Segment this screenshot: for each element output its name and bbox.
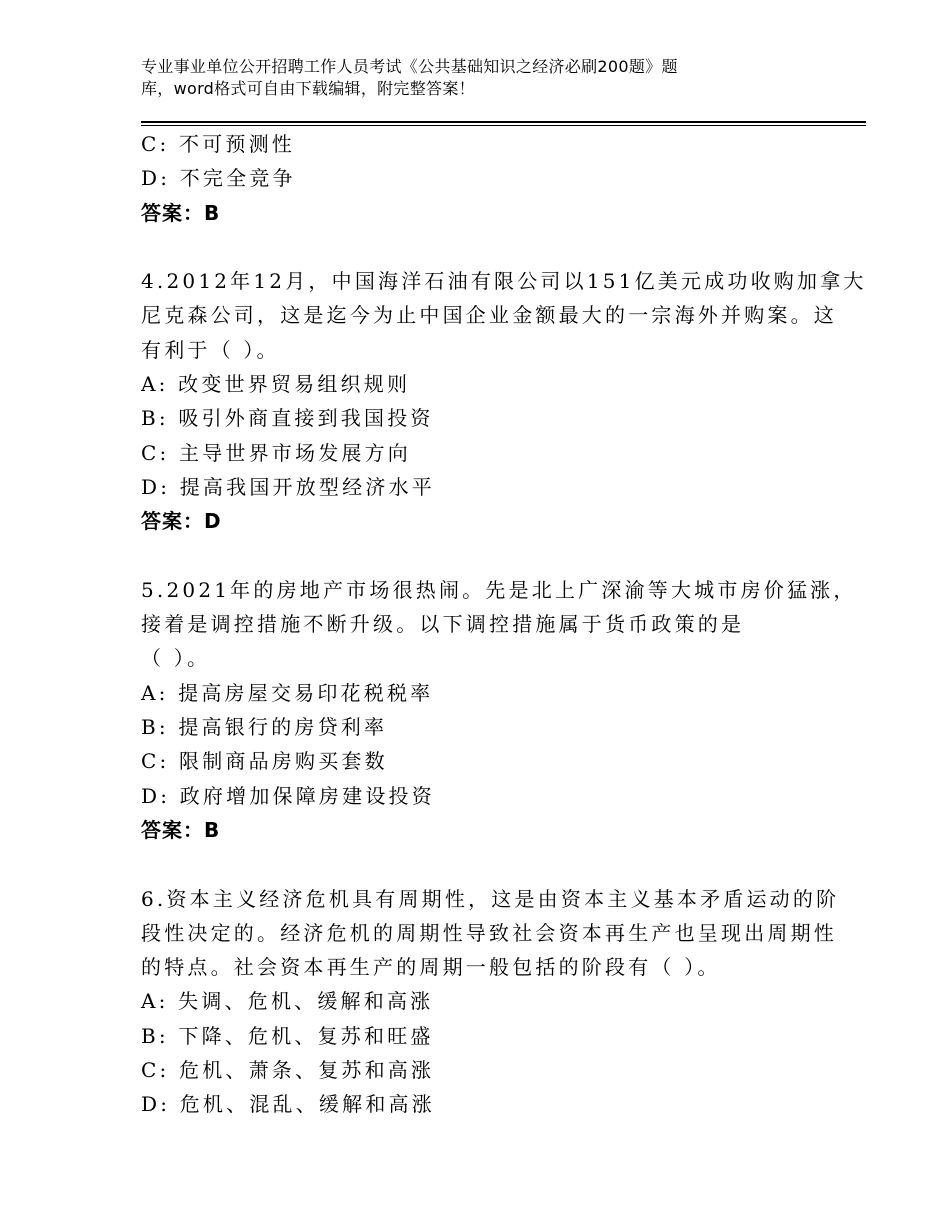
option-d: D: 不完全竞争: [141, 166, 296, 191]
question-stem-line: （ ）。: [141, 646, 211, 671]
page-header: [141, 56, 781, 100]
header-rule-thick: [141, 121, 866, 123]
document-body: [141, 127, 867, 1122]
option-b: B: 吸引外商直接到我国投资: [141, 406, 434, 431]
spacer: [141, 539, 841, 573]
option-d: D: 提高我国开放型经济水平: [141, 474, 435, 499]
option-c: C: 不可预测性: [141, 132, 295, 156]
answer-line: 答案：B: [141, 817, 221, 842]
question-stem-line: 6.资本主义经济危机具有周期性，这是由资本主义基本矛盾运动的阶: [141, 886, 840, 911]
header-title-line-1: 专业事业单位公开招聘工作人员考试《公共基础知识之经济必刷200题》题: [141, 57, 678, 76]
question-4: [141, 264, 867, 538]
answer-line: 答案：D: [141, 509, 222, 534]
option-a: A: 提高房屋交易印花税税率: [141, 680, 434, 705]
question-6: [141, 882, 841, 1122]
question-stem-line: 4.2012年12月，中国海洋石油有限公司以151亿美元成功收购加拿大: [141, 269, 867, 294]
option-b: B: 下降、危机、复苏和旺盛: [141, 1023, 434, 1048]
question-stem-line: 段性决定的。经济危机的周期性导致社会资本再生产也呈现出周期性: [141, 920, 837, 945]
question-stem-line: 有利于（ ）。: [141, 337, 280, 362]
option-c: C: 危机、萧条、复苏和高涨: [141, 1058, 435, 1083]
option-a: A: 改变世界贸易组织规则: [141, 372, 411, 397]
spacer: [141, 230, 841, 264]
header-title-line-2: 库，word格式可自由下载编辑，附完整答案！: [141, 79, 475, 98]
option-c: C: 限制商品房购买套数: [141, 749, 388, 774]
header-rule-thin: [141, 125, 866, 126]
question-5: [141, 573, 857, 847]
question-stem-line: 5.2021年的房地产市场很热闹。先是北上广深渝等大城市房价猛涨，: [141, 577, 857, 602]
question-stem-line: 接着是调控措施不断升级。以下调控措施属于货币政策的是: [141, 612, 745, 637]
answer-line: 答案：B: [141, 200, 221, 225]
spacer: [141, 847, 841, 881]
question-stem-line: 尼克森公司，这是迄今为止中国企业金额最大的一宗海外并购案。这: [141, 303, 837, 328]
question-3-tail: [141, 127, 841, 230]
option-b: B: 提高银行的房贷利率: [141, 715, 388, 740]
option-d: D: 危机、混乱、缓解和高涨: [141, 1092, 435, 1117]
option-d: D: 政府增加保障房建设投资: [141, 783, 435, 808]
question-stem-line: 的特点。社会资本再生产的周期一般包括的阶段有（ ）。: [141, 955, 721, 980]
option-c: C: 主导世界市场发展方向: [141, 440, 411, 465]
option-a: A: 失调、危机、缓解和高涨: [141, 989, 434, 1014]
